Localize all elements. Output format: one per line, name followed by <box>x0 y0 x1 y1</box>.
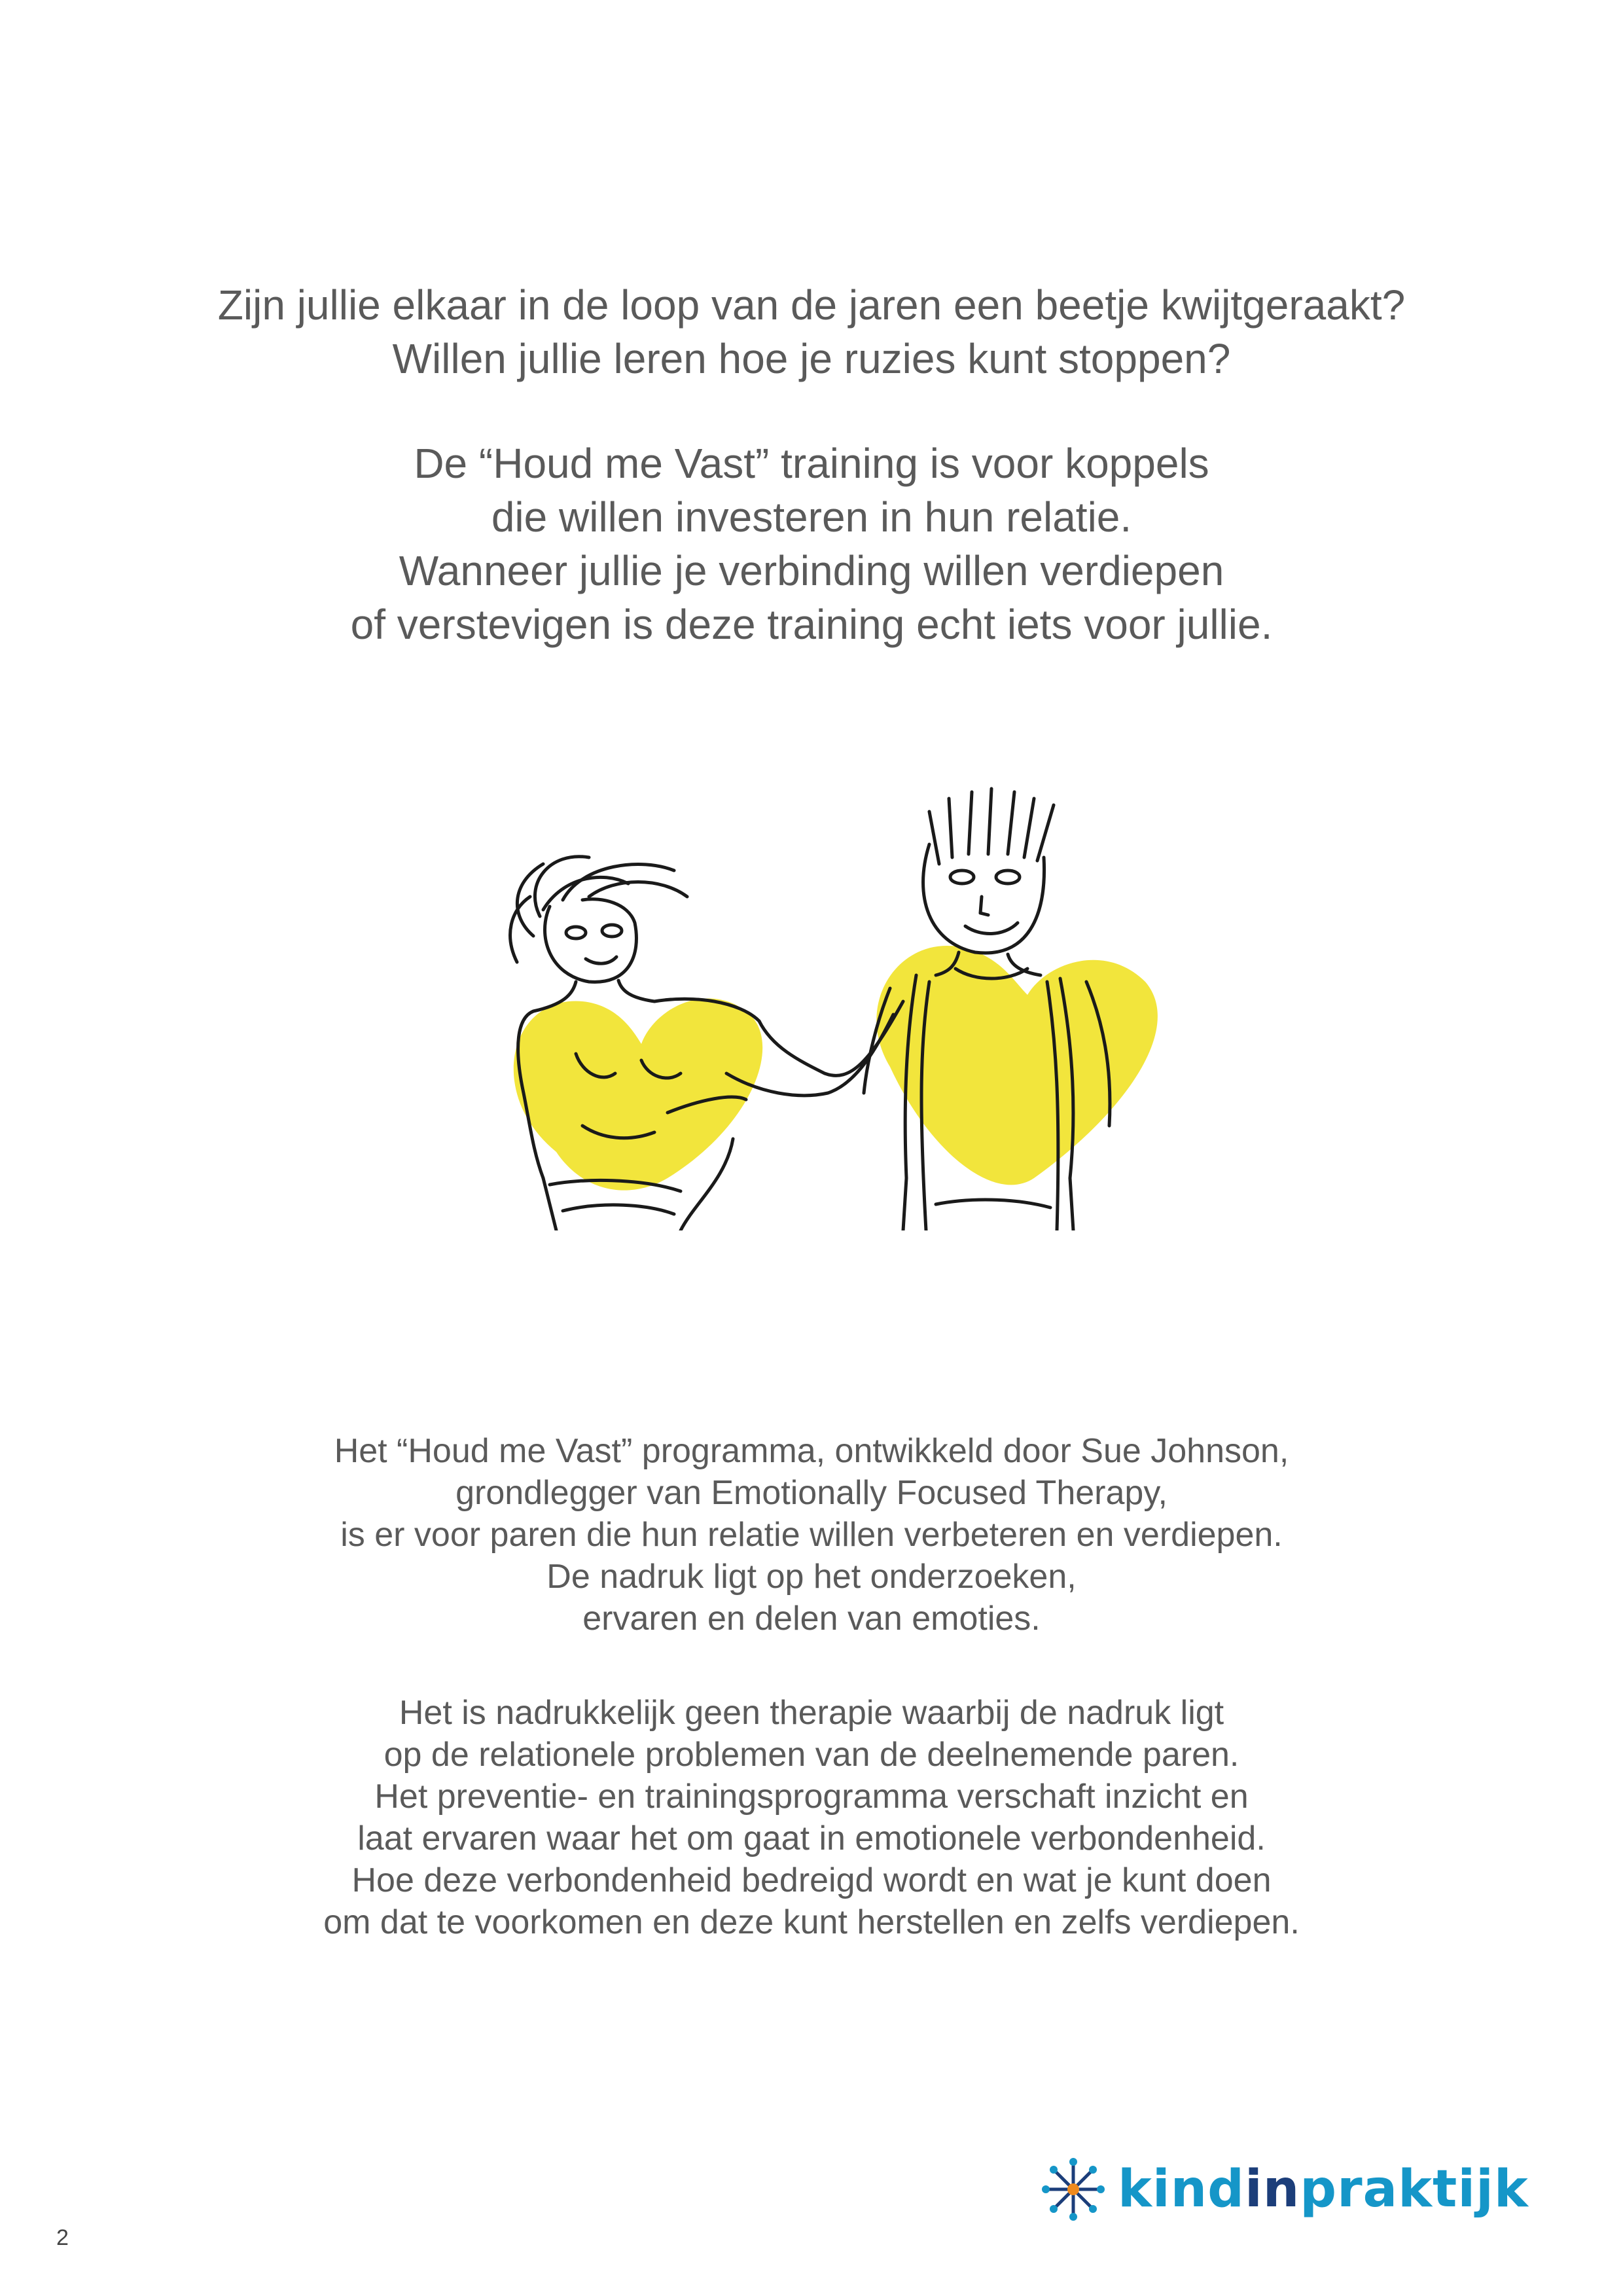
body-line: De nadruk ligt op het onderzoeken, <box>546 1558 1077 1596</box>
intro-text <box>0 278 1623 651</box>
intro-line: Wanneer jullie je verbinding willen verdiepen <box>399 547 1224 594</box>
intro-line: Willen jullie leren hoe je ruzies kunt stoppen? <box>392 335 1231 382</box>
body-line: grondlegger van Emotionally Focused Therapy, <box>455 1474 1168 1512</box>
logo-part-praktijk: praktijk <box>1300 2160 1529 2219</box>
man-heart <box>876 946 1158 1185</box>
page-number: 2 <box>56 2225 69 2250</box>
intro-line: of verstevigen is deze training echt iets voor jullie. <box>350 601 1273 648</box>
body-line: Het “Houd me Vast” programma, ontwikkeld door Sue Johnson, <box>334 1432 1289 1470</box>
body-line: om dat te voorkomen en deze kunt herstellen en zelfs verdiepen. <box>323 1903 1300 1941</box>
starburst-logo-icon <box>1041 2157 1106 2222</box>
intro-line: De “Houd me Vast” training is voor koppels <box>414 440 1209 487</box>
couple-drawing-icon <box>275 785 1230 1230</box>
intro-line: die willen investeren in hun relatie. <box>491 493 1132 541</box>
logo-part-kind: kind <box>1118 2160 1245 2219</box>
body-line: Het is nadrukkelijk geen therapie waarbij de nadruk ligt <box>399 1694 1224 1732</box>
kindinpraktijk-logo <box>1041 2153 1529 2225</box>
couple-illustration <box>275 785 1230 1230</box>
body-text <box>0 1430 1623 1943</box>
body-line: is er voor paren die hun relatie willen verbeteren en verdiepen. <box>340 1516 1283 1554</box>
intro-line: Zijn jullie elkaar in de loop van de jaren een beetje kwijtgeraakt? <box>217 281 1406 329</box>
body-line: Hoe deze verbondenheid bedreigd wordt en wat je kunt doen <box>351 1861 1272 1899</box>
body-line: op de relationele problemen van de deelnemende paren. <box>383 1736 1240 1774</box>
body-line: Het preventie- en trainingsprogramma verschaft inzicht en <box>374 1778 1249 1816</box>
logo-part-in: in <box>1244 2160 1300 2219</box>
logo-wordmark <box>1118 2160 1529 2219</box>
body-line: ervaren en delen van emoties. <box>582 1600 1041 1638</box>
body-line: laat ervaren waar het om gaat in emotionele verbondenheid. <box>357 1820 1266 1857</box>
